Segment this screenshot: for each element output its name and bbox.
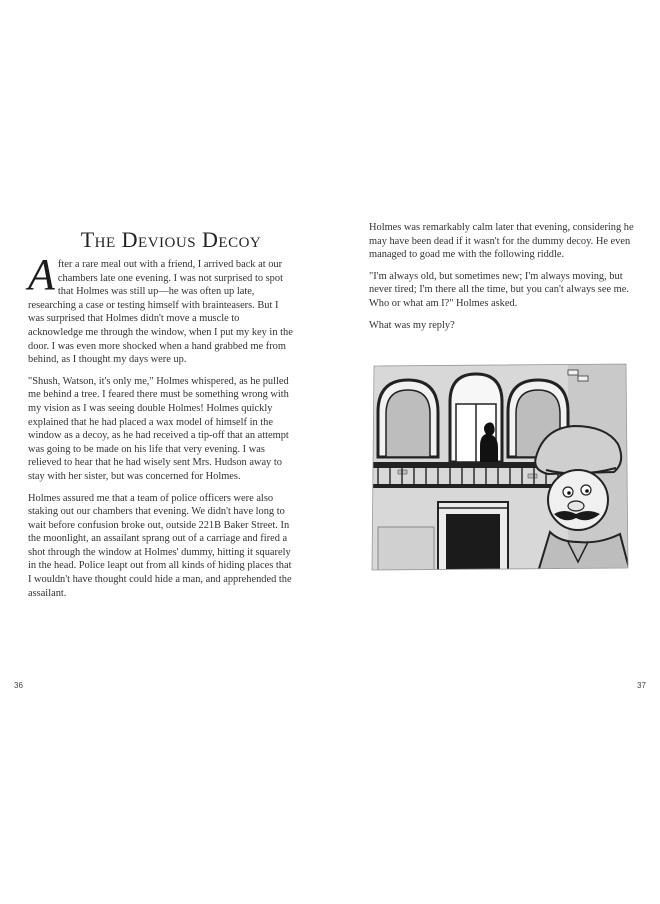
paragraph-1-text: fter a rare meal out with a friend, I arrived back at our chambers late one evening. I was not surprised to spot that Holmes was still up—he was often up late, researching a case or testing himself with brainteasers. But I was surprised that Holmes didn't move a muscle to acknowledge me through the window, when I put my key in the door. I was even more shocked when a hand grabbed me from behind, as I thought my days were up. (28, 259, 293, 366)
page-number-left: 36 (14, 681, 23, 690)
right-page (330, 0, 660, 904)
question-paragraph: What was my reply? (369, 319, 455, 331)
page-title: The Devious Decoy (80, 227, 262, 252)
right-text-column (369, 221, 641, 340)
page-number-right: 37 (637, 681, 646, 690)
paragraph-4: Holmes was remarkably calm later that evening, considering he may have been dead if it wasn't for the dummy decoy. He even managed to goad me with the following riddle. (369, 222, 634, 261)
left-text-column (28, 250, 296, 608)
illustration-holmes-window (368, 362, 630, 572)
riddle-paragraph: "I'm always old, but sometimes new; I'm always moving, but never tired; I'm there all the time, but you can't always see me. Who or what am I?" Holmes asked. (369, 270, 629, 309)
paragraph-2: "Shush, Watson, it's only me," Holmes whispered, as he pulled me behind a tree. I feared there must be something wrong with my vision as I was seeing double Holmes! Holmes quickly explained that he had placed a wax model of himself in the window as a decoy, as he had received a tip-off that an attempt was going to be made on his life that very evening. I was relieved to hear that he had wisely sent Mrs. Hudson away to stay with her sister, but was concerned for Holmes. (28, 375, 289, 482)
paragraph-1 (28, 250, 296, 367)
drop-cap: A (28, 250, 55, 299)
paragraph-3: Holmes assured me that a team of police officers were also staking out our chambers that evening. We didn't have long to wait before confusion broke out, outside 221B Baker Street. In the moonlight, an assailant sprang out of a carriage and fired a shot through the window at Holmes' dummy, hitting it squarely in the head. Police leapt out from all kinds of hiding places that I wouldn't have thought could hide a man, and apprehended the assailant. (28, 492, 292, 599)
